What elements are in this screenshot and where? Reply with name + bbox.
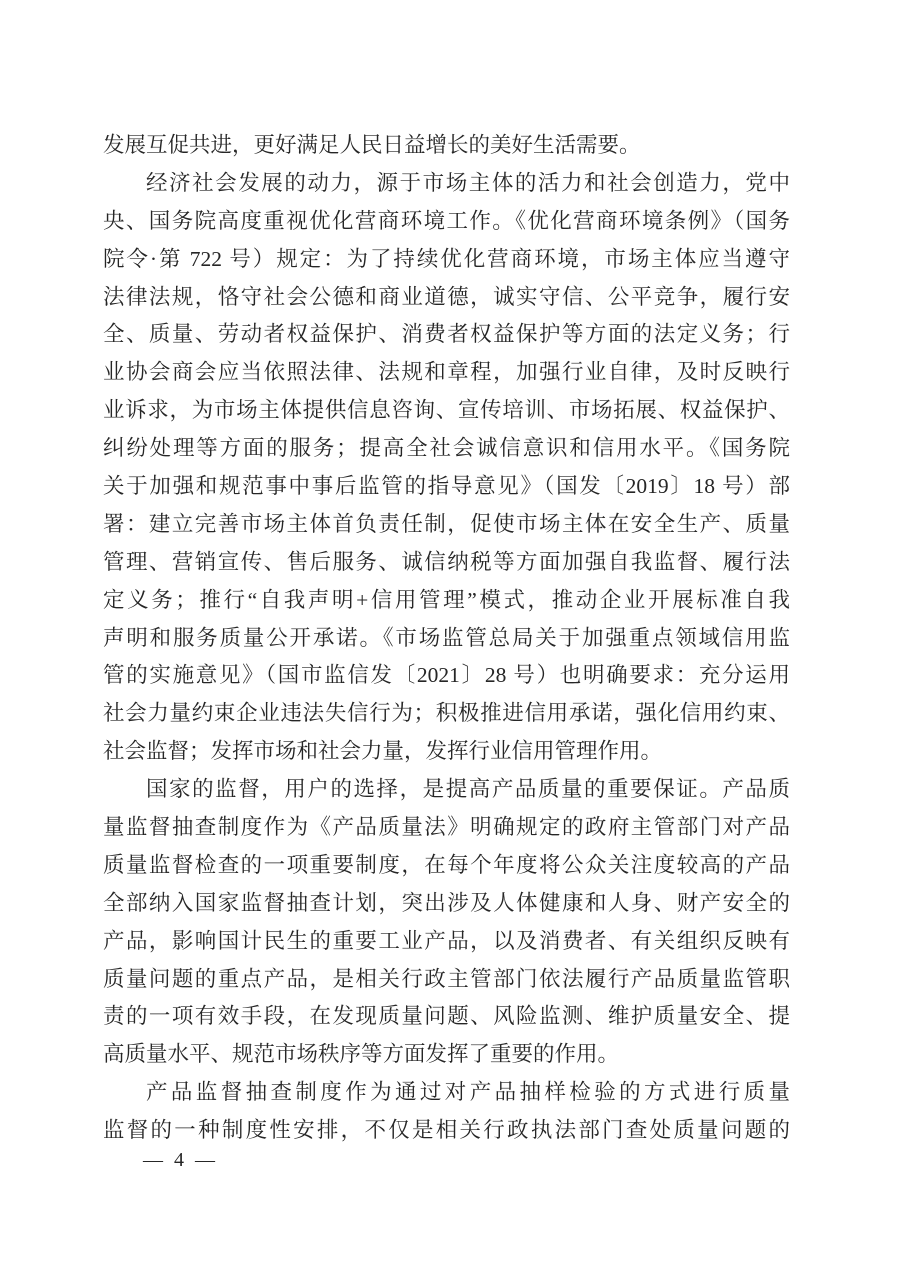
text-line: 监督的一种制度性安排，不仅是相关行政执法部门查处质量问题的 xyxy=(103,1118,790,1143)
text-line: 定义务；推行“自我声明+信用管理”模式，推动企业开展标准自我 xyxy=(103,587,790,612)
text-line: 发展互促共进，更好满足人民日益增长的美好生活需要。 xyxy=(103,133,641,157)
page-number: — 4 — xyxy=(143,1149,218,1171)
text-line: 社会监督；发挥市场和社会力量，发挥行业信用管理作用。 xyxy=(103,739,663,764)
text-line: 质量问题的重点产品，是相关行政主管部门依法履行产品质量监管职 xyxy=(103,966,790,991)
text-line: 责的一项有效手段，在发现质量问题、风险监测、维护质量安全、提 xyxy=(103,1004,790,1029)
text-line: 全、质量、劳动者权益保护、消费者权益保护等方面的法定义务；行 xyxy=(103,322,790,347)
text-line: 署：建立完善市场主体首负责任制，促使市场主体在安全生产、质量 xyxy=(103,511,790,536)
text-line: 院令·第 722 号）规定：为了持续优化营商环境，市场主体应当遵守 xyxy=(103,246,790,271)
text-line: 国家的监督，用户的选择，是提高产品质量的重要保证。产品质 xyxy=(146,777,790,802)
text-line: 管理、营销宣传、售后服务、诚信纳税等方面加强自我监督、履行法 xyxy=(103,549,790,574)
text-line: 产品，影响国计民生的重要工业产品，以及消费者、有关组织反映有 xyxy=(103,928,790,953)
text-line: 声明和服务质量公开承诺。《市场监管总局关于加强重点领域信用监 xyxy=(103,625,790,650)
text-line: 高质量水平、规范市场秩序等方面发挥了重要的作用。 xyxy=(103,1042,620,1067)
text-line: 纠纷处理等方面的服务；提高全社会诚信意识和信用水平。《国务院 xyxy=(103,436,790,461)
text-line: 产品监督抽查制度作为通过对产品抽样检验的方式进行质量 xyxy=(146,1080,790,1105)
text-line: 法律法规，恪守社会公德和商业道德，诚实守信、公平竞争，履行安 xyxy=(103,284,790,309)
text-line: 社会力量约束企业违法失信行为；积极推进信用承诺，强化信用约束、 xyxy=(103,701,790,726)
text-line: 质量监督检查的一项重要制度，在每个年度将公众关注度较高的产品 xyxy=(103,852,790,877)
text-line: 关于加强和规范事中事后监管的指导意见》（国发〔2019〕18 号）部 xyxy=(103,474,790,499)
text-line: 量监督抽查制度作为《产品质量法》明确规定的政府主管部门对产品 xyxy=(103,815,790,840)
document-body xyxy=(103,127,790,1150)
text-line: 央、国务院高度重视优化营商环境工作。《优化营商环境条例》（国务 xyxy=(103,208,790,233)
text-line: 经济社会发展的动力，源于市场主体的活力和社会创造力，党中 xyxy=(146,170,790,195)
text-line: 全部纳入国家监督抽查计划，突出涉及人体健康和人身、财产安全的 xyxy=(103,890,790,915)
text-line: 管的实施意见》（国市监信发〔2021〕28 号）也明确要求：充分运用 xyxy=(103,663,790,688)
text-line: 业协会商会应当依照法律、法规和章程，加强行业自律，及时反映行 xyxy=(103,360,790,385)
text-line: 业诉求，为市场主体提供信息咨询、宣传培训、市场拓展、权益保护、 xyxy=(103,398,790,423)
